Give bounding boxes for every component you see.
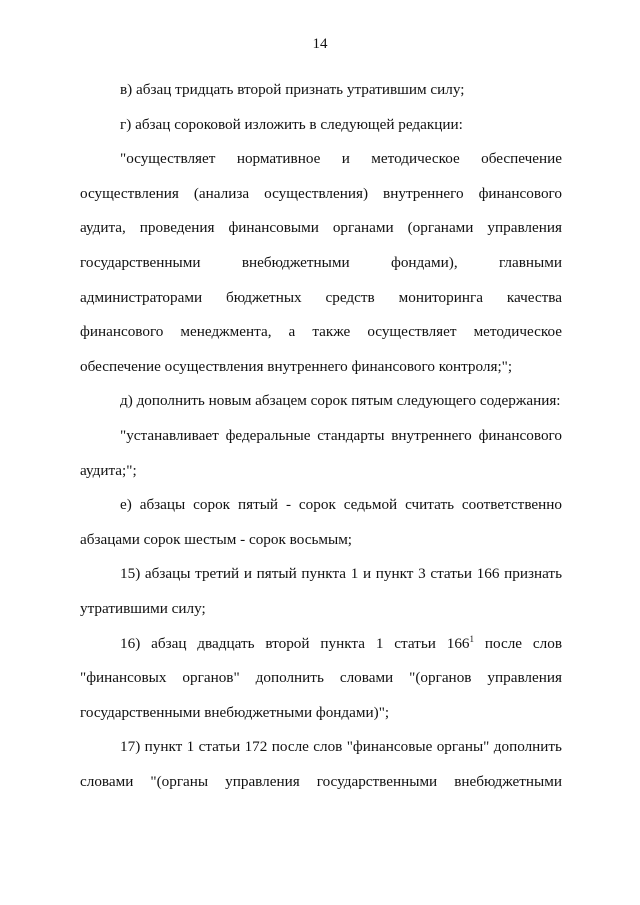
paragraph-16-text-end: после слов "финансовых органов" дополнить словами "(органов управления государственными внебюджетными фондами)"; [80, 634, 562, 721]
paragraph-16 [80, 627, 562, 731]
paragraph-g: г) абзац сороковой изложить в следующей редакции: [120, 115, 463, 133]
paragraph-v: в) абзац тридцать второй признать утратившим силу; [120, 81, 465, 98]
paragraph-16-text-start: 16) абзац двадцать второй пункта 1 статьи 166 [120, 634, 470, 652]
paragraph-15: 15) абзацы третий и пятый пункта 1 и пункт 3 статьи 166 признать утратившими силу; [80, 565, 562, 617]
paragraph-quote-45: "устанавливает федеральные стандарты внутреннего финансового аудита;"; [80, 426, 562, 479]
document-body [80, 73, 562, 799]
paragraph-quote-40: "осуществляет нормативное и методическое обеспечение осуществления (анализа осуществления) внутреннего финансового аудита, проведения финансовыми органами (органами управления государственными внебюджетными фондами), главными администраторами бюджетных средств мониторинга качества финансового менеджмента, а также осуществляет методическое обеспечение осуществления внутреннего финансового контроля;"; [80, 150, 562, 375]
paragraph-e: е) абзацы сорок пятый - сорок седьмой считать соответственно абзацами сорок шестым - сорок восьмым; [80, 496, 562, 548]
page-number: 14 [312, 36, 328, 52]
paragraph-17: 17) пункт 1 статьи 172 после слов "финансовые органы" дополнить словами "(органы управления государственными внебюджетными [80, 738, 562, 790]
superscript-index: 1 [469, 633, 475, 644]
paragraph-d: д) дополнить новым абзацем сорок пятым следующего содержания: [120, 392, 561, 410]
